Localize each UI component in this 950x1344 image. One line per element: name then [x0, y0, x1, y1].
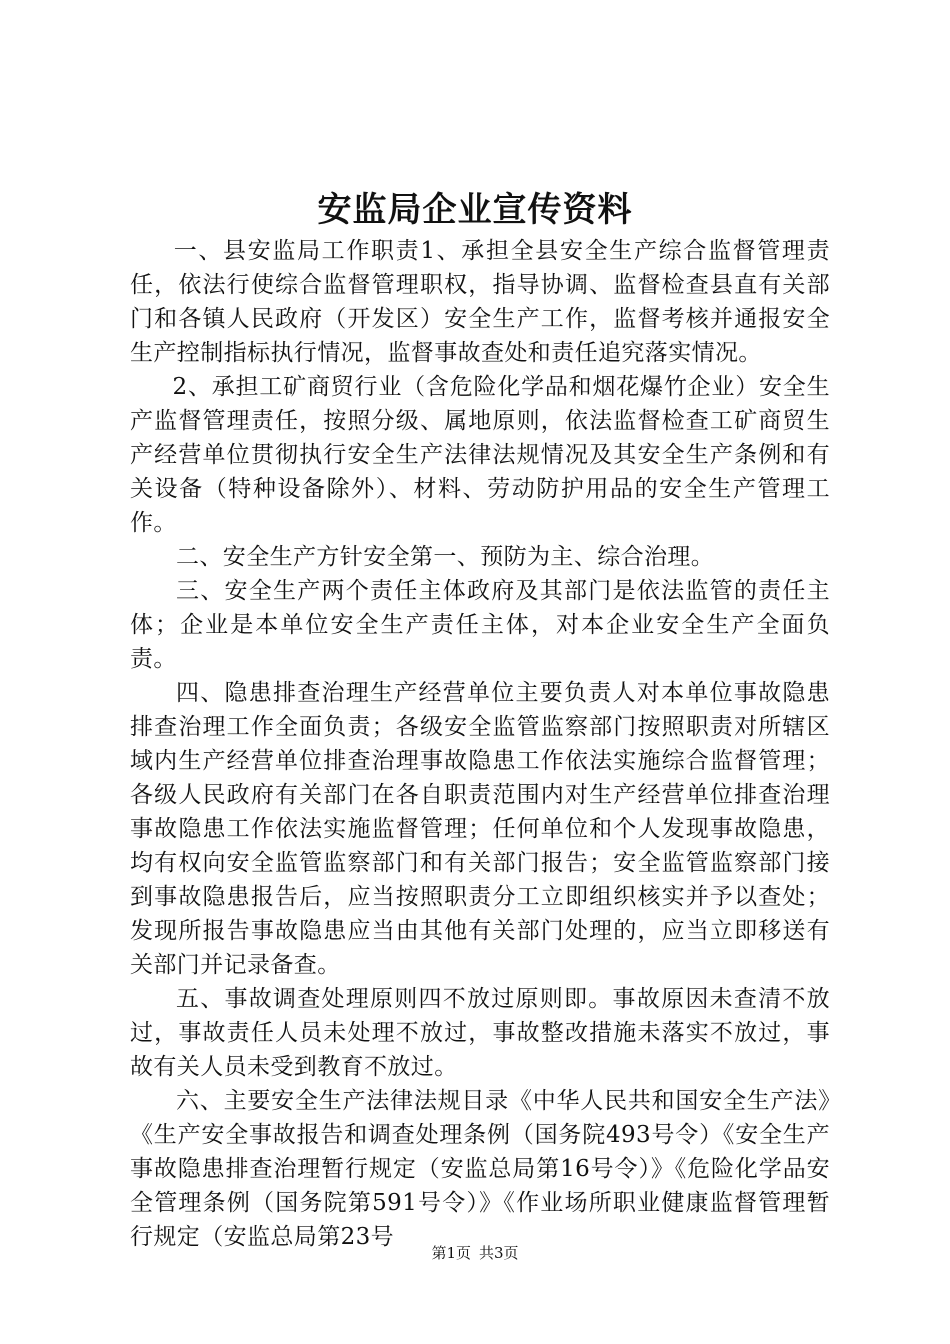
- page-total: 共3页: [479, 1244, 519, 1262]
- paragraph-accident-principle: 五、事故调查处理原则四不放过原则即。事故原因未查清不放过，事故责任人员未处理不放过，事故整改措施未落实不放过，事故有关人员未受到教育不放过。: [130, 986, 830, 1080]
- paragraph-duties-2: 2、承担工矿商贸行业（含危险化学品和烟花爆竹企业）安全生产监督管理责任，按照分级、属地原则，依法监督检查工矿商贸生产经营单位贯彻执行安全生产法律法规情况及其安全生产条例和有关设备（特种设备除外）、材料、劳动防护用品的安全生产管理工作。: [130, 374, 830, 536]
- paragraph-policy: 二、安全生产方针安全第一、预防为主、综合治理。: [176, 544, 715, 570]
- paragraph-hazard-check: 四、隐患排查治理生产经营单位主要负责人对本单位事故隐患排查治理工作全面负责；各级安全监管监察部门按照职责对所辖区域内生产经营单位排查治理事故隐患工作依法实施综合监督管理；各级人民政府有关部门在各自职责范围内对生产经营单位排查治理事故隐患工作依法实施监督管理；任何单位和个人发现事故隐患，均有权向安全监管监察部门和有关部门报告；安全监管监察部门接到事故隐患报告后，应当按照职责分工立即组织核实并予以查处；发现所报告事故隐患应当由其他有关部门处理的，应当立即移送有关部门并记录备查。: [130, 680, 830, 978]
- paragraph-law-list: 六、主要安全生产法律法规目录《中华人民共和国安全生产法》《生产安全事故报告和调查处理条例（国务院493号令）《安全生产事故隐患排查治理暂行规定（安监总局第16号令）》《危险化学品安全管理条例（国务院第591号令）》《作业场所职业健康监督管理暂行规定（安监总局第23号: [130, 1088, 830, 1250]
- page-number: 第1页: [431, 1244, 471, 1262]
- paragraph-duties-1: 一、县安监局工作职责1、承担全县安全生产综合监督管理责任，依法行使综合监督管理职权，指导协调、监督检查县直有关部门和各镇人民政府（开发区）安全生产工作，监督考核并通报安全生产控制指标执行情况，监督事故查处和责任追究落实情况。: [130, 238, 830, 366]
- document-title: 安监局企业宣传资料: [317, 190, 633, 230]
- paragraph-responsibility: 三、安全生产两个责任主体政府及其部门是依法监管的责任主体；企业是本单位安全生产责任主体，对本企业安全生产全面负责。: [130, 578, 830, 672]
- document-body: [130, 234, 830, 1254]
- page-footer: [0, 1243, 950, 1263]
